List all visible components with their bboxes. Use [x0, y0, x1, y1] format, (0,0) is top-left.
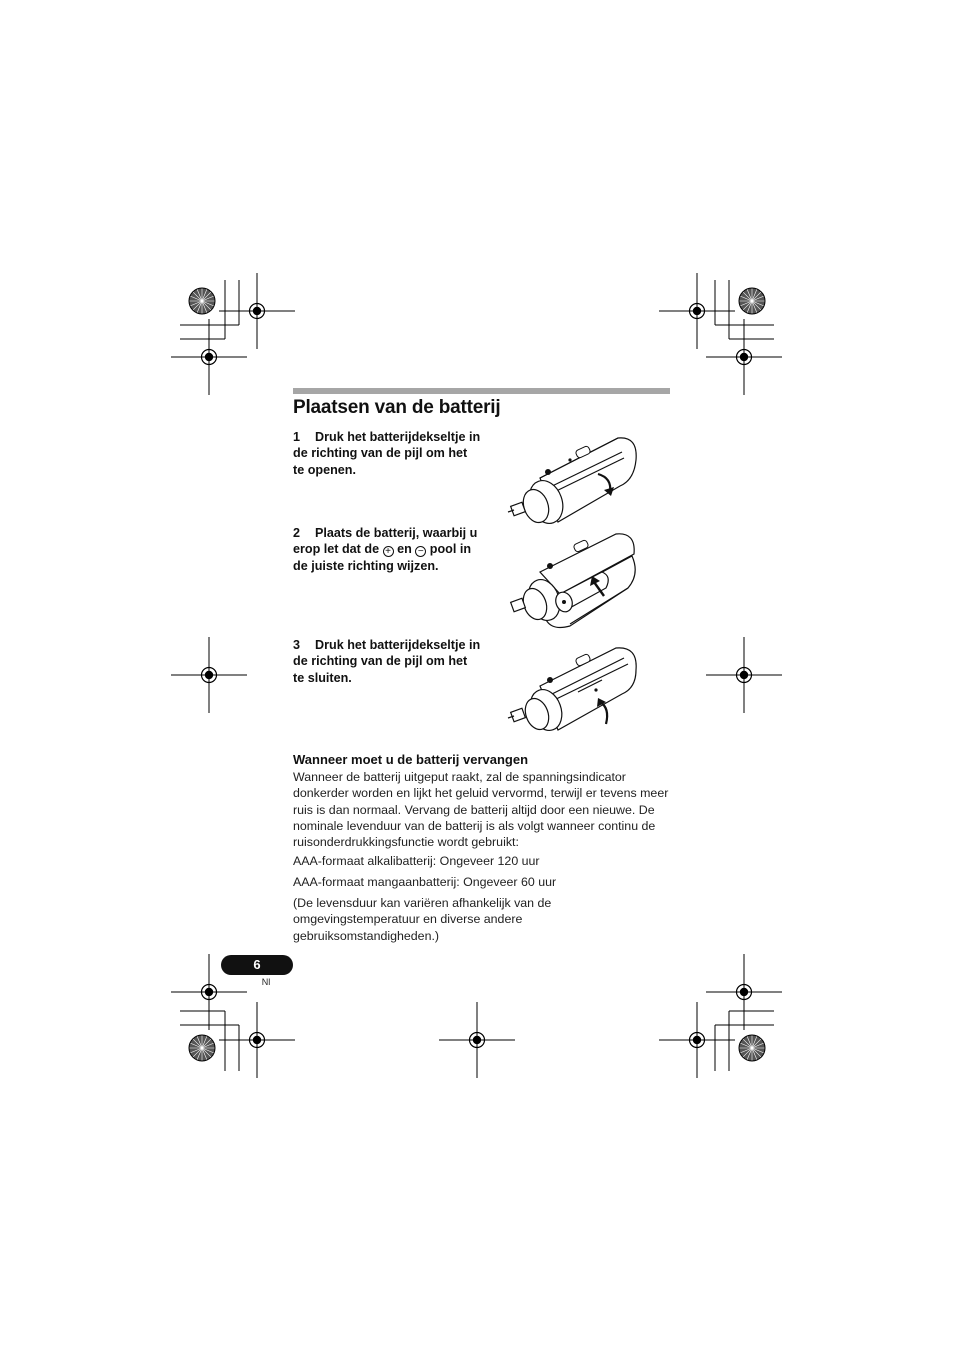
- step-2-text-c: pool in de juiste richting wijzen.: [293, 542, 472, 573]
- minus-pole-icon: −: [415, 546, 426, 557]
- illustration-open-cover: [500, 430, 650, 530]
- step-1-number: 1: [293, 430, 301, 444]
- alkaline-lifetime: AAA-formaat alkalibatterij: Ongeveer 120 uur: [293, 854, 540, 868]
- step-2-text-b: en: [397, 542, 412, 557]
- replace-body: Wanneer de batterij uitgeput raakt, zal de spanningsindicator donkerder worden en lijkt het geluid vervormd, terwijl er tevens meer ruis is dan normaal. Vervang de batterij altijd door een nieuwe. De nominale levenduur van de batterij is als volgt wanneer continu de ruisonderdrukkingsfunctie wordt gebruikt:: [293, 770, 669, 850]
- step-3: [293, 637, 481, 686]
- title-rule: [293, 388, 670, 394]
- page-number-badge: 6: [221, 955, 293, 975]
- page-title: Plaatsen van de batterij: [293, 397, 501, 418]
- step-2-text-a: Plaats de batterij, waarbij u erop let dat de: [293, 526, 478, 557]
- illustration-insert-battery: [500, 526, 650, 641]
- plus-pole-icon: +: [383, 546, 394, 557]
- step-3-text: Druk het batterijdekseltje in de richting van de pijl om het te sluiten.: [293, 638, 481, 685]
- step-2: [293, 525, 481, 574]
- lifetime-note: (De levensduur kan variëren afhankelijk van de omgevingstemperatuur en diverse andere gebruiksomstandigheden.): [293, 896, 552, 943]
- step-1-text: Druk het batterijdekseltje in de richting van de pijl om het te openen.: [293, 430, 481, 477]
- replace-heading: Wanneer moet u de batterij vervangen: [293, 752, 529, 767]
- step-3-number: 3: [293, 638, 301, 652]
- manganese-lifetime: AAA-formaat mangaanbatterij: Ongeveer 60 uur: [293, 875, 557, 889]
- language-code: Nl: [261, 977, 271, 987]
- illustration-close-cover: [500, 640, 650, 735]
- step-2-number: 2: [293, 526, 301, 540]
- step-1: [293, 429, 481, 478]
